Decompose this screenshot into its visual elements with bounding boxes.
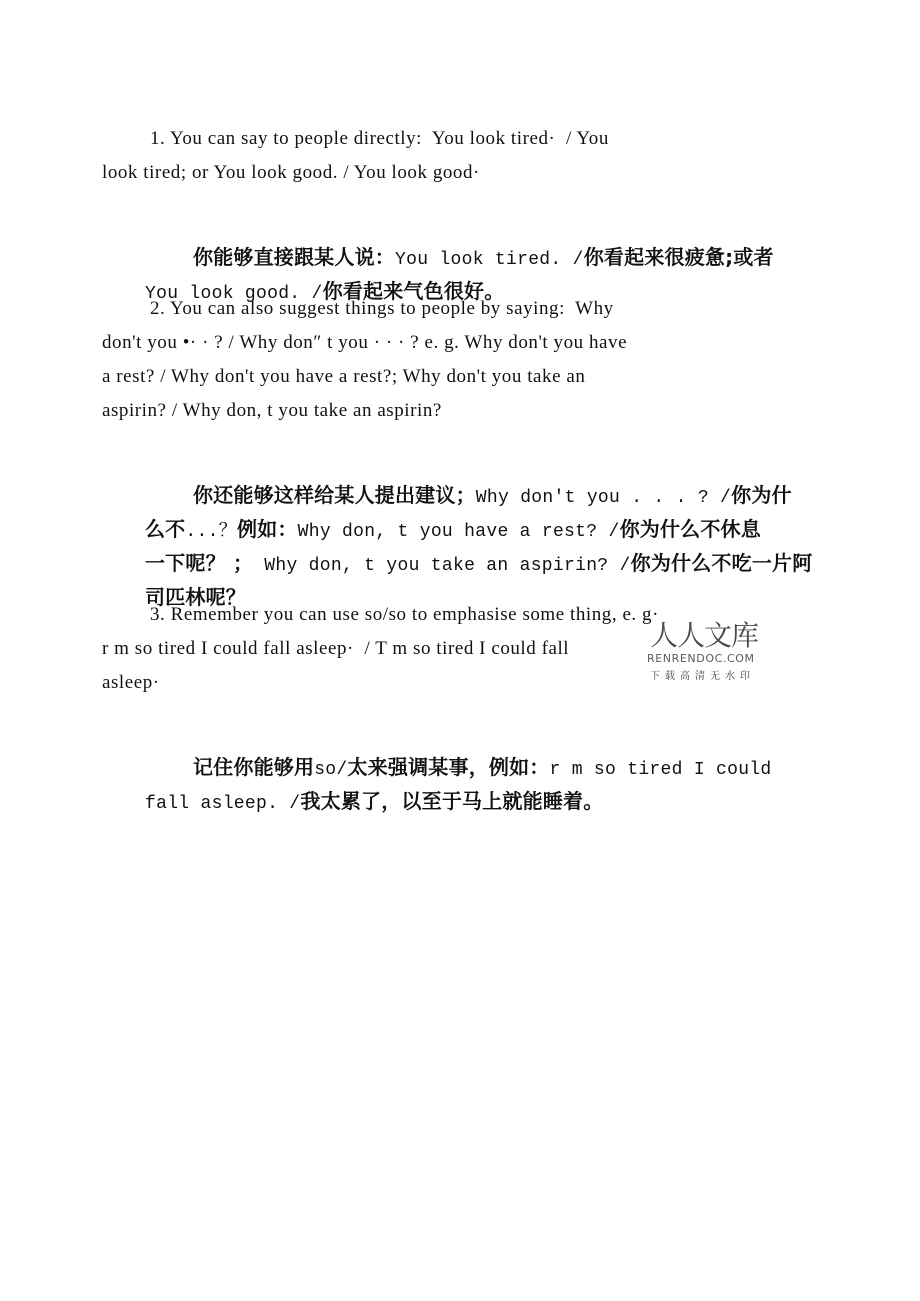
inline-english: Why don't you . . . ? / (475, 488, 732, 508)
translation-text: 你看起来很疲惫;或者 (583, 245, 774, 269)
paragraph-3-line-2: r m so tired I could fall asleep· / T m so tired I could fall (102, 638, 570, 659)
watermark-logo (646, 614, 776, 684)
translation-text: 你能够直接跟某人说： (192, 245, 395, 269)
paragraph-3-line-1: 3. Remember you can use so/so to emphasise some thing, e. g· (150, 604, 659, 625)
translation-text: 你还能够这样给某人提出建议； (192, 483, 476, 507)
inline-english: Why don, t you take an aspirin? / (253, 556, 631, 576)
paragraph-2-translation-line-2 (102, 478, 761, 542)
paragraph-1-translation-line-2 (102, 240, 505, 304)
inline-english: r m so tired I could (549, 760, 772, 780)
translation-text: 我太累了，以至于马上就能睡着。 (300, 789, 604, 813)
paragraph-3-translation-line-1 (102, 716, 772, 780)
translation-text: 你为什么不休息 (619, 517, 761, 541)
paragraph-2-translation-line-4 (102, 546, 246, 609)
paragraph-2-translation-line-1 (102, 444, 792, 508)
paragraph-2-translation-line-3 (102, 512, 813, 576)
paragraph-3-line-3: asleep· (102, 672, 160, 693)
paragraph-1-translation-line-1 (102, 206, 774, 270)
paragraph-1-line-2: look tired; or You look good. / You look good· (102, 162, 480, 183)
inline-english: so/ (314, 760, 348, 780)
translation-text: 你看起来气色很好。 (322, 279, 505, 303)
paragraph-2-line-2: don't you •· · ? / Why don″ t you · · · ? e. g. Why don't you have (102, 332, 628, 353)
inline-english: fall asleep. / (144, 794, 301, 814)
inline-english: ...？ (185, 522, 237, 542)
paragraph-3-translation-line-2 (102, 750, 604, 814)
inline-english: You look tired. / (394, 250, 584, 270)
inline-english: You look good. / (144, 284, 323, 304)
translation-text: 例如： (237, 517, 298, 541)
paragraph-1-line-1: 1. You can say to people directly: You look tired· / You (150, 128, 609, 149)
translation-text: 司匹林呢？ (144, 585, 246, 609)
inline-english: Why don, t you have a rest? / (297, 522, 620, 542)
watermark-title: 人人文库 (650, 619, 759, 652)
paragraph-2-line-4: aspirin? / Why don, t you take an aspirin? (102, 400, 442, 421)
watermark-domain: RENRENDOC.COM (647, 652, 755, 665)
watermark-subtitle: 下载高清无水印 (650, 671, 755, 682)
translation-text: 么不 (144, 517, 186, 541)
paragraph-2-line-1: 2. You can also suggest things to people by saying: Why (150, 298, 614, 319)
translation-text: 你为什么不吃一片阿 (630, 551, 813, 575)
paragraph-2-line-3: a rest? / Why don't you have a rest?; Why don't you take an (102, 366, 586, 387)
translation-text: 记住你能够用 (192, 755, 315, 779)
translation-text: 太来强调某事，例如： (347, 755, 550, 779)
translation-text: 你为什 (731, 483, 792, 507)
translation-text: 一下呢？ ； (144, 551, 254, 575)
